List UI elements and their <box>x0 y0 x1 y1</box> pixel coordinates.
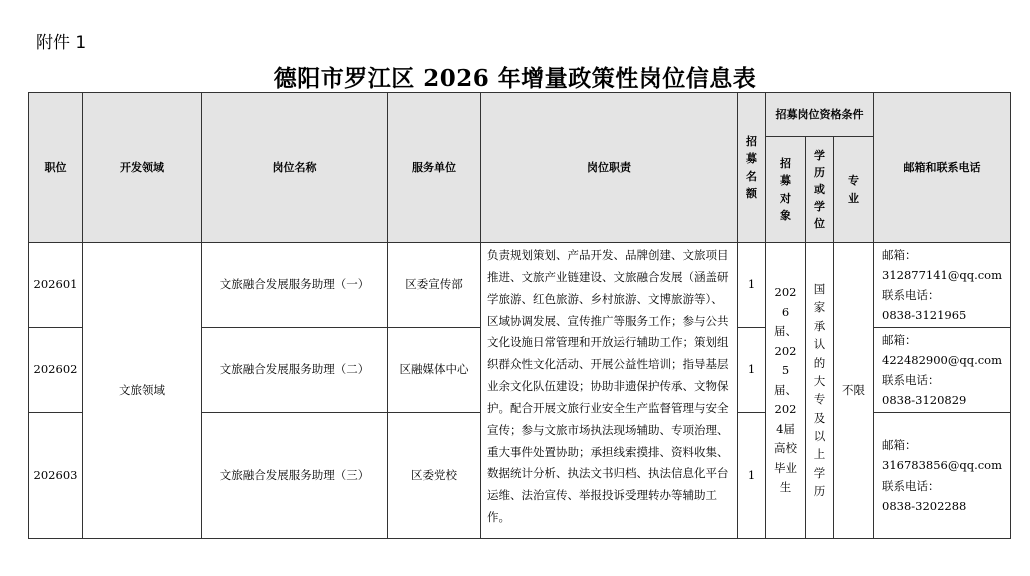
row-code: 202602 <box>29 328 83 413</box>
row-post-name: 文旅融合发展服务助理（三） <box>202 413 388 539</box>
row-contact <box>874 243 1011 328</box>
row-unit: 区委党校 <box>388 413 481 539</box>
attachment-label: 附件 1 <box>36 33 87 53</box>
page-title: 德阳市罗江区 2026 年增量政策性岗位信息表 <box>273 65 757 92</box>
email-label: 邮箱： <box>882 247 917 262</box>
header-contact: 邮箱和联系电话 <box>874 93 1011 243</box>
duty-cell: 负责规划策划、产品开发、品牌创建、文旅项目推进、文旅产业链建设、文旅融合发展（涵盖研学旅游、红色旅游、乡村旅游、文博旅游等）、区域协调发展、宣传推广等服务工作；参与公共文化设施日常管理和开放运行辅助工作；策划组织群众性文化活动、开展公益性培训；指导基层业余文化队伍建设；协助非遗保护传承、文物保护。配合开展文旅行业安全生产监督管理与安全宣传；参与文旅市场执法现场辅助、专项治理、重大事件处置协助；承担线索摸排、资料收集、数据统计分析、执法文书归档、执法信息化平台运维、法治宣传、举报投诉受理转办等辅助工作。 <box>481 243 738 539</box>
education-cell: 国家承认的大专及以上学历 <box>806 243 834 539</box>
row-quota: 1 <box>738 413 766 539</box>
row-quota: 1 <box>738 328 766 413</box>
row-post-name: 文旅融合发展服务助理（一） <box>202 243 388 328</box>
header-qualification: 招募岗位资格条件 <box>766 93 874 137</box>
header-code: 职位 <box>29 93 83 243</box>
position-table <box>28 92 1011 539</box>
email-label: 邮箱： <box>882 332 917 347</box>
email-value: 316783856@qq.com <box>882 458 1002 473</box>
header-target: 招募对象 <box>766 137 806 243</box>
row-unit: 区委宣传部 <box>388 243 481 328</box>
row-code: 202603 <box>29 413 83 539</box>
phone-value: 0838-3121965 <box>882 308 967 323</box>
phone-label: 联系电话： <box>882 288 940 302</box>
header-quota: 招募名额 <box>738 93 766 243</box>
row-contact <box>874 413 1011 539</box>
field-cell: 文旅领域 <box>83 243 202 539</box>
row-quota: 1 <box>738 243 766 328</box>
header-duty: 岗位职责 <box>481 93 738 243</box>
header-field: 开发领域 <box>83 93 202 243</box>
header-unit: 服务单位 <box>388 93 481 243</box>
header-post-name: 岗位名称 <box>202 93 388 243</box>
phone-label: 联系电话： <box>882 478 940 493</box>
row-unit: 区融媒体中心 <box>388 328 481 413</box>
phone-value: 0838-3202288 <box>882 498 967 513</box>
target-cell: 2026届、2025届、2024届高校毕业生 <box>766 243 806 539</box>
row-code: 202601 <box>29 243 83 328</box>
phone-label: 联系电话： <box>882 373 940 387</box>
major-cell: 不限 <box>834 243 874 539</box>
row-contact <box>874 328 1011 413</box>
email-value: 422482900@qq.com <box>882 352 1002 367</box>
email-label: 邮箱： <box>882 438 917 453</box>
header-major: 专业 <box>834 137 874 243</box>
header-education: 学历或学位 <box>806 137 834 243</box>
phone-value: 0838-3120829 <box>882 393 967 408</box>
row-post-name: 文旅融合发展服务助理（二） <box>202 328 388 413</box>
email-value: 312877141@qq.com <box>882 267 1002 282</box>
